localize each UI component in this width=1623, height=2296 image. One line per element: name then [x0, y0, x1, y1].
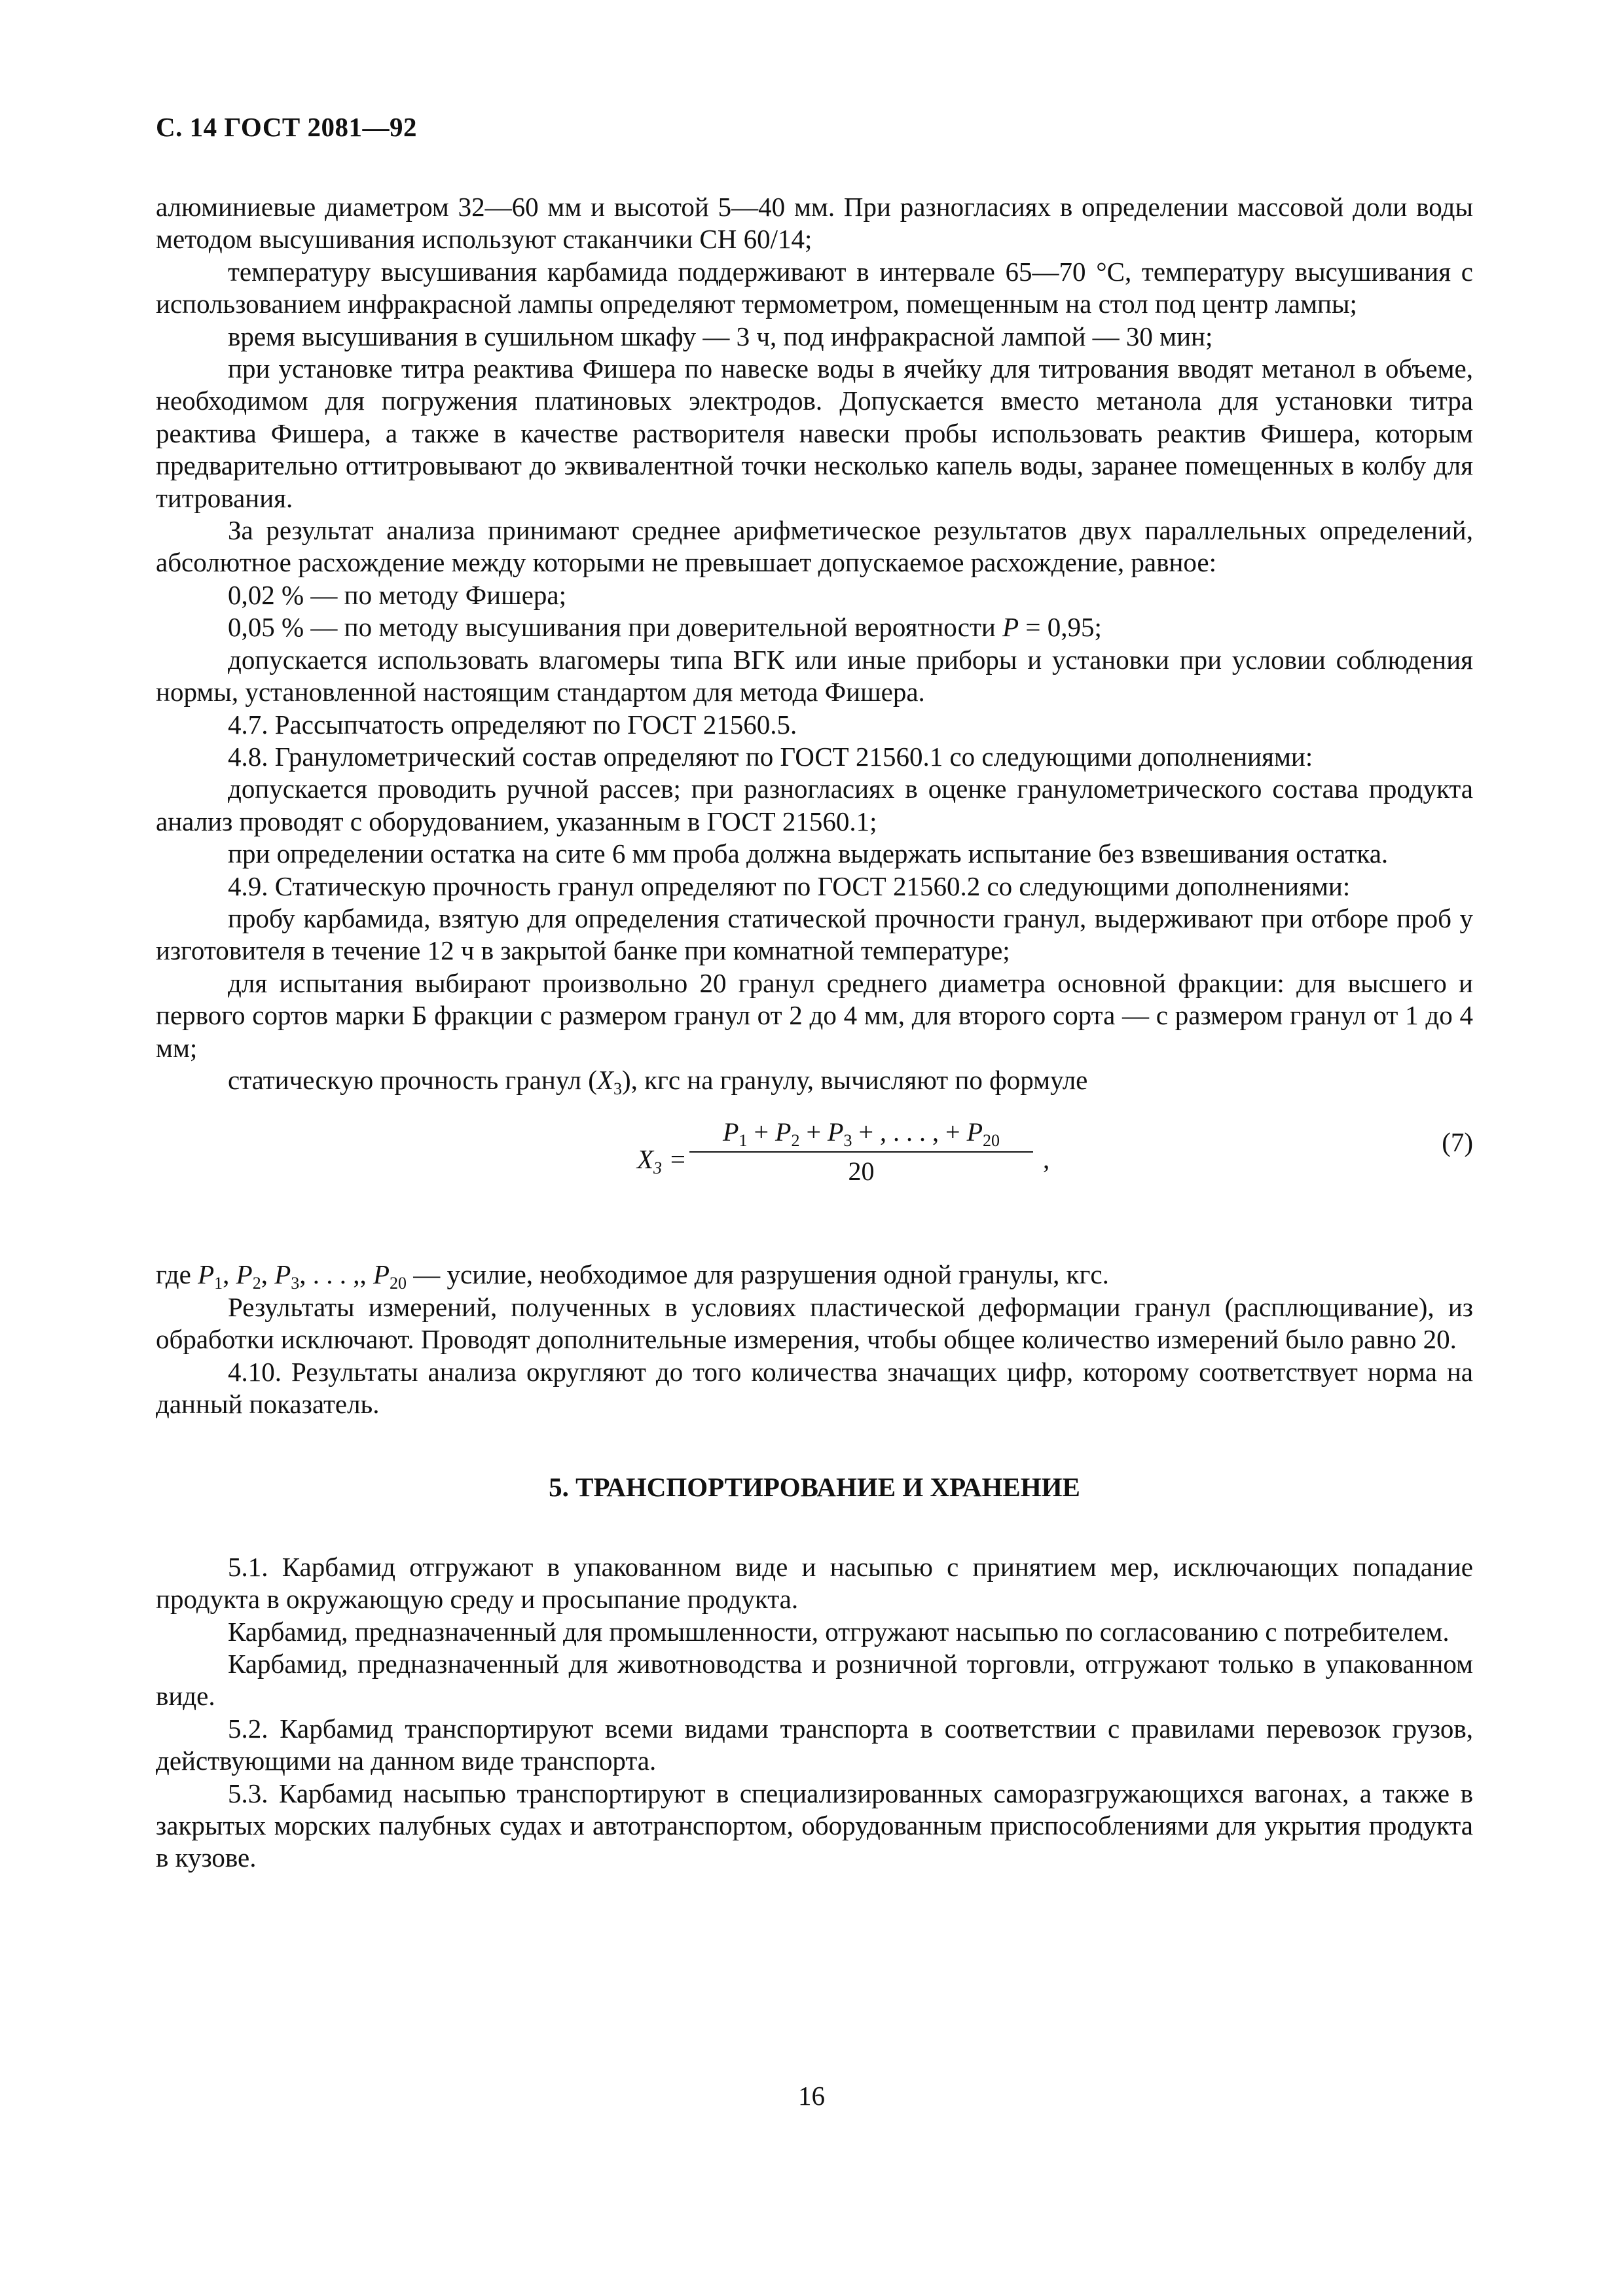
paragraph: 4.8. Гранулометрический состав определяют по ГОСТ 21560.1 со следующими дополнениями:: [228, 741, 1313, 772]
paragraph: Карбамид, предназначенный для промышленности, отгружают насыпью по согласованию с потребителем.: [228, 1616, 1450, 1647]
formula-comma: ,: [1043, 1144, 1050, 1175]
paragraph-text: статическую прочность гранул (: [228, 1064, 597, 1095]
equation-number: (7): [1442, 1127, 1473, 1158]
formula-fraction: [689, 1116, 1033, 1187]
variable-p: P: [198, 1259, 215, 1290]
paragraph: 4.10. Результаты анализа округляют до того количества значащих цифр, которому соответствует норма на данный показатель.: [156, 1356, 1473, 1419]
paragraph: 5.2. Карбамид транспортируют всеми видами транспорта в соответствии с правилами перевозок грузов, действующими на данном виде транспорта.: [156, 1713, 1473, 1776]
paragraph: пробу карбамида, взятую для определения статической прочности гранул, выдерживают при отборе проб у изготовителя в течение 12 ч в закрытой банке при комнатной температуре;: [156, 903, 1473, 966]
formula-denominator: 20: [848, 1156, 875, 1186]
paragraph: Карбамид, предназначенный для животноводства и розничной торговли, отгружают только в упакованном виде.: [156, 1649, 1473, 1712]
paragraph: температуру высушивания карбамида поддерживают в интервале 65—70 °С, температуру высушивания с использованием инфракрасной лампы определяют термометром, помещенным на стол под центр лампы;: [156, 256, 1473, 319]
paragraph: 5.3. Карбамид насыпью транспортируют в специализированных саморазгружающихся вагонах, а также в закрытых морских палубных судах и автотранспортом, оборудованным приспособлениями для укрытия продукта в кузове.: [156, 1778, 1473, 1873]
paragraph-text: = 0,95;: [1019, 612, 1102, 643]
variable-subscript: 3: [843, 1131, 852, 1151]
variable-p: P: [775, 1117, 792, 1147]
paragraph: алюминиевые диаметром 32—60 мм и высотой 5—40 мм. При разногласиях в определении массовой доли воды методом высушивания используют стаканчики СН 60/14;: [156, 192, 1473, 255]
variable-subscript: 1: [214, 1274, 223, 1293]
formula-legend: где $P_1$, $P_2$, $P_3$, . . . ,, $P_{20}$ — усилие, необходимое для разрушения одной гранулы, кгс.: [156, 1259, 1109, 1293]
variable-subscript: 20: [390, 1274, 407, 1293]
paragraph: 4.9. Статическую прочность гранул определяют по ГОСТ 21560.2 со следующими дополнениями:: [228, 870, 1351, 901]
paragraph: при установке титра реактива Фишера по навеске воды в ячейку для титрования вводят метанол в объеме, необходимом для погружения платиновых электродов. Допускается вместо метанола для установки титра реактива Фишера, а также в качестве растворителя навески пробы использовать реактив Фишера, которым предварительно оттитровывают до эквивалентной точки несколько капель воды, заранее помещенных в колбу для титрования.: [156, 353, 1473, 513]
variable-p: P: [723, 1117, 739, 1147]
paragraph: За результат анализа принимают среднее арифметическое результатов двух параллельных определений, абсолютное расхождение между которыми не превышает допускаемое расхождение, равное:: [156, 515, 1473, 578]
paragraph-group: [156, 1551, 1473, 1874]
paragraph-group: [156, 644, 1473, 1064]
variable-subscript: 2: [252, 1274, 261, 1293]
paragraph-group: [156, 1291, 1473, 1421]
variable-subscript: 1: [739, 1131, 748, 1151]
paragraph-text: 0,05 % — по методу высушивания при доверительной вероятности: [228, 612, 1003, 643]
paragraph: 4.7. Рассыпчатость определяют по ГОСТ 21560.5.: [228, 709, 797, 740]
paragraph: при определении остатка на сите 6 мм проба должна выдержать испытание без взвешивания остатка.: [228, 838, 1389, 869]
paragraph: [156, 1064, 1473, 1096]
document-body: [156, 191, 1473, 1874]
formula-7: [156, 1117, 1473, 1231]
paragraph: 5.1. Карбамид отгружают в упакованном виде и насыпью с принятием мер, исключающих попадание продукта в окружающую среду и просыпание продукта.: [156, 1551, 1473, 1615]
variable-subscript: 3: [291, 1274, 300, 1293]
variable-subscript: 3: [613, 1079, 622, 1098]
section-title: 5. ТРАНСПОРТИРОВАНИЕ И ХРАНЕНИЕ: [549, 1472, 1080, 1503]
formula-lhs-var: X: [637, 1144, 654, 1175]
variable-x: X: [596, 1064, 613, 1095]
variable-p: P: [274, 1259, 291, 1290]
formula-lhs: $X_3$ =: [637, 1144, 687, 1178]
variable-subscript: 2: [791, 1131, 800, 1151]
paragraph: для испытания выбирают произвольно 20 гранул среднего диаметра основной фракции: для высшего и первого сортов марки Б фракции с размером гранул от 2 до 4 мм, для второго сорта — с размером гранул от 1 до 4 мм;: [156, 967, 1473, 1063]
variable-p: P: [1002, 612, 1019, 643]
formula-lhs-sub: 3: [653, 1158, 663, 1178]
formula-numerator: $P_1 + P_2 + P_3$ + , . . . , + $P_{20}$: [689, 1116, 1033, 1152]
variable-p: P: [373, 1259, 390, 1290]
paragraph: допускается использовать влагомеры типа ВГК или иные приборы и установки при условии соблюдения нормы, установленной настоящим стандартом для метода Фишера.: [156, 644, 1473, 708]
page-number: 16: [798, 2081, 825, 2111]
paragraph: [156, 611, 1473, 643]
paragraph: допускается проводить ручной рассев; при разногласиях в оценке гранулометрического состава продукта анализ проводят с оборудованием, указанным в ГОСТ 21560.1;: [156, 774, 1473, 836]
page-header: С. 14 ГОСТ 2081—92: [156, 112, 418, 142]
paragraph: 0,02 % — по методу Фишера;: [228, 579, 566, 610]
paragraph-group: [156, 191, 1473, 611]
variable-p: P: [966, 1117, 983, 1147]
paragraph: Результаты измерений, полученных в условиях пластической деформации гранул (расплющивание), из обработки исключают. Проводят дополнительные измерения, чтобы общее количество измерений было равно 20.: [156, 1291, 1473, 1355]
variable-p: P: [236, 1259, 253, 1290]
paragraph: время высушивания в сушильном шкафу — 3 ч, под инфракрасной лампой — 30 мин;: [228, 321, 1213, 351]
variable-p: P: [828, 1117, 844, 1147]
paragraph-text: ), кгс на гранулу, вычисляют по формуле: [621, 1064, 1088, 1095]
variable-subscript: 20: [983, 1131, 1000, 1151]
